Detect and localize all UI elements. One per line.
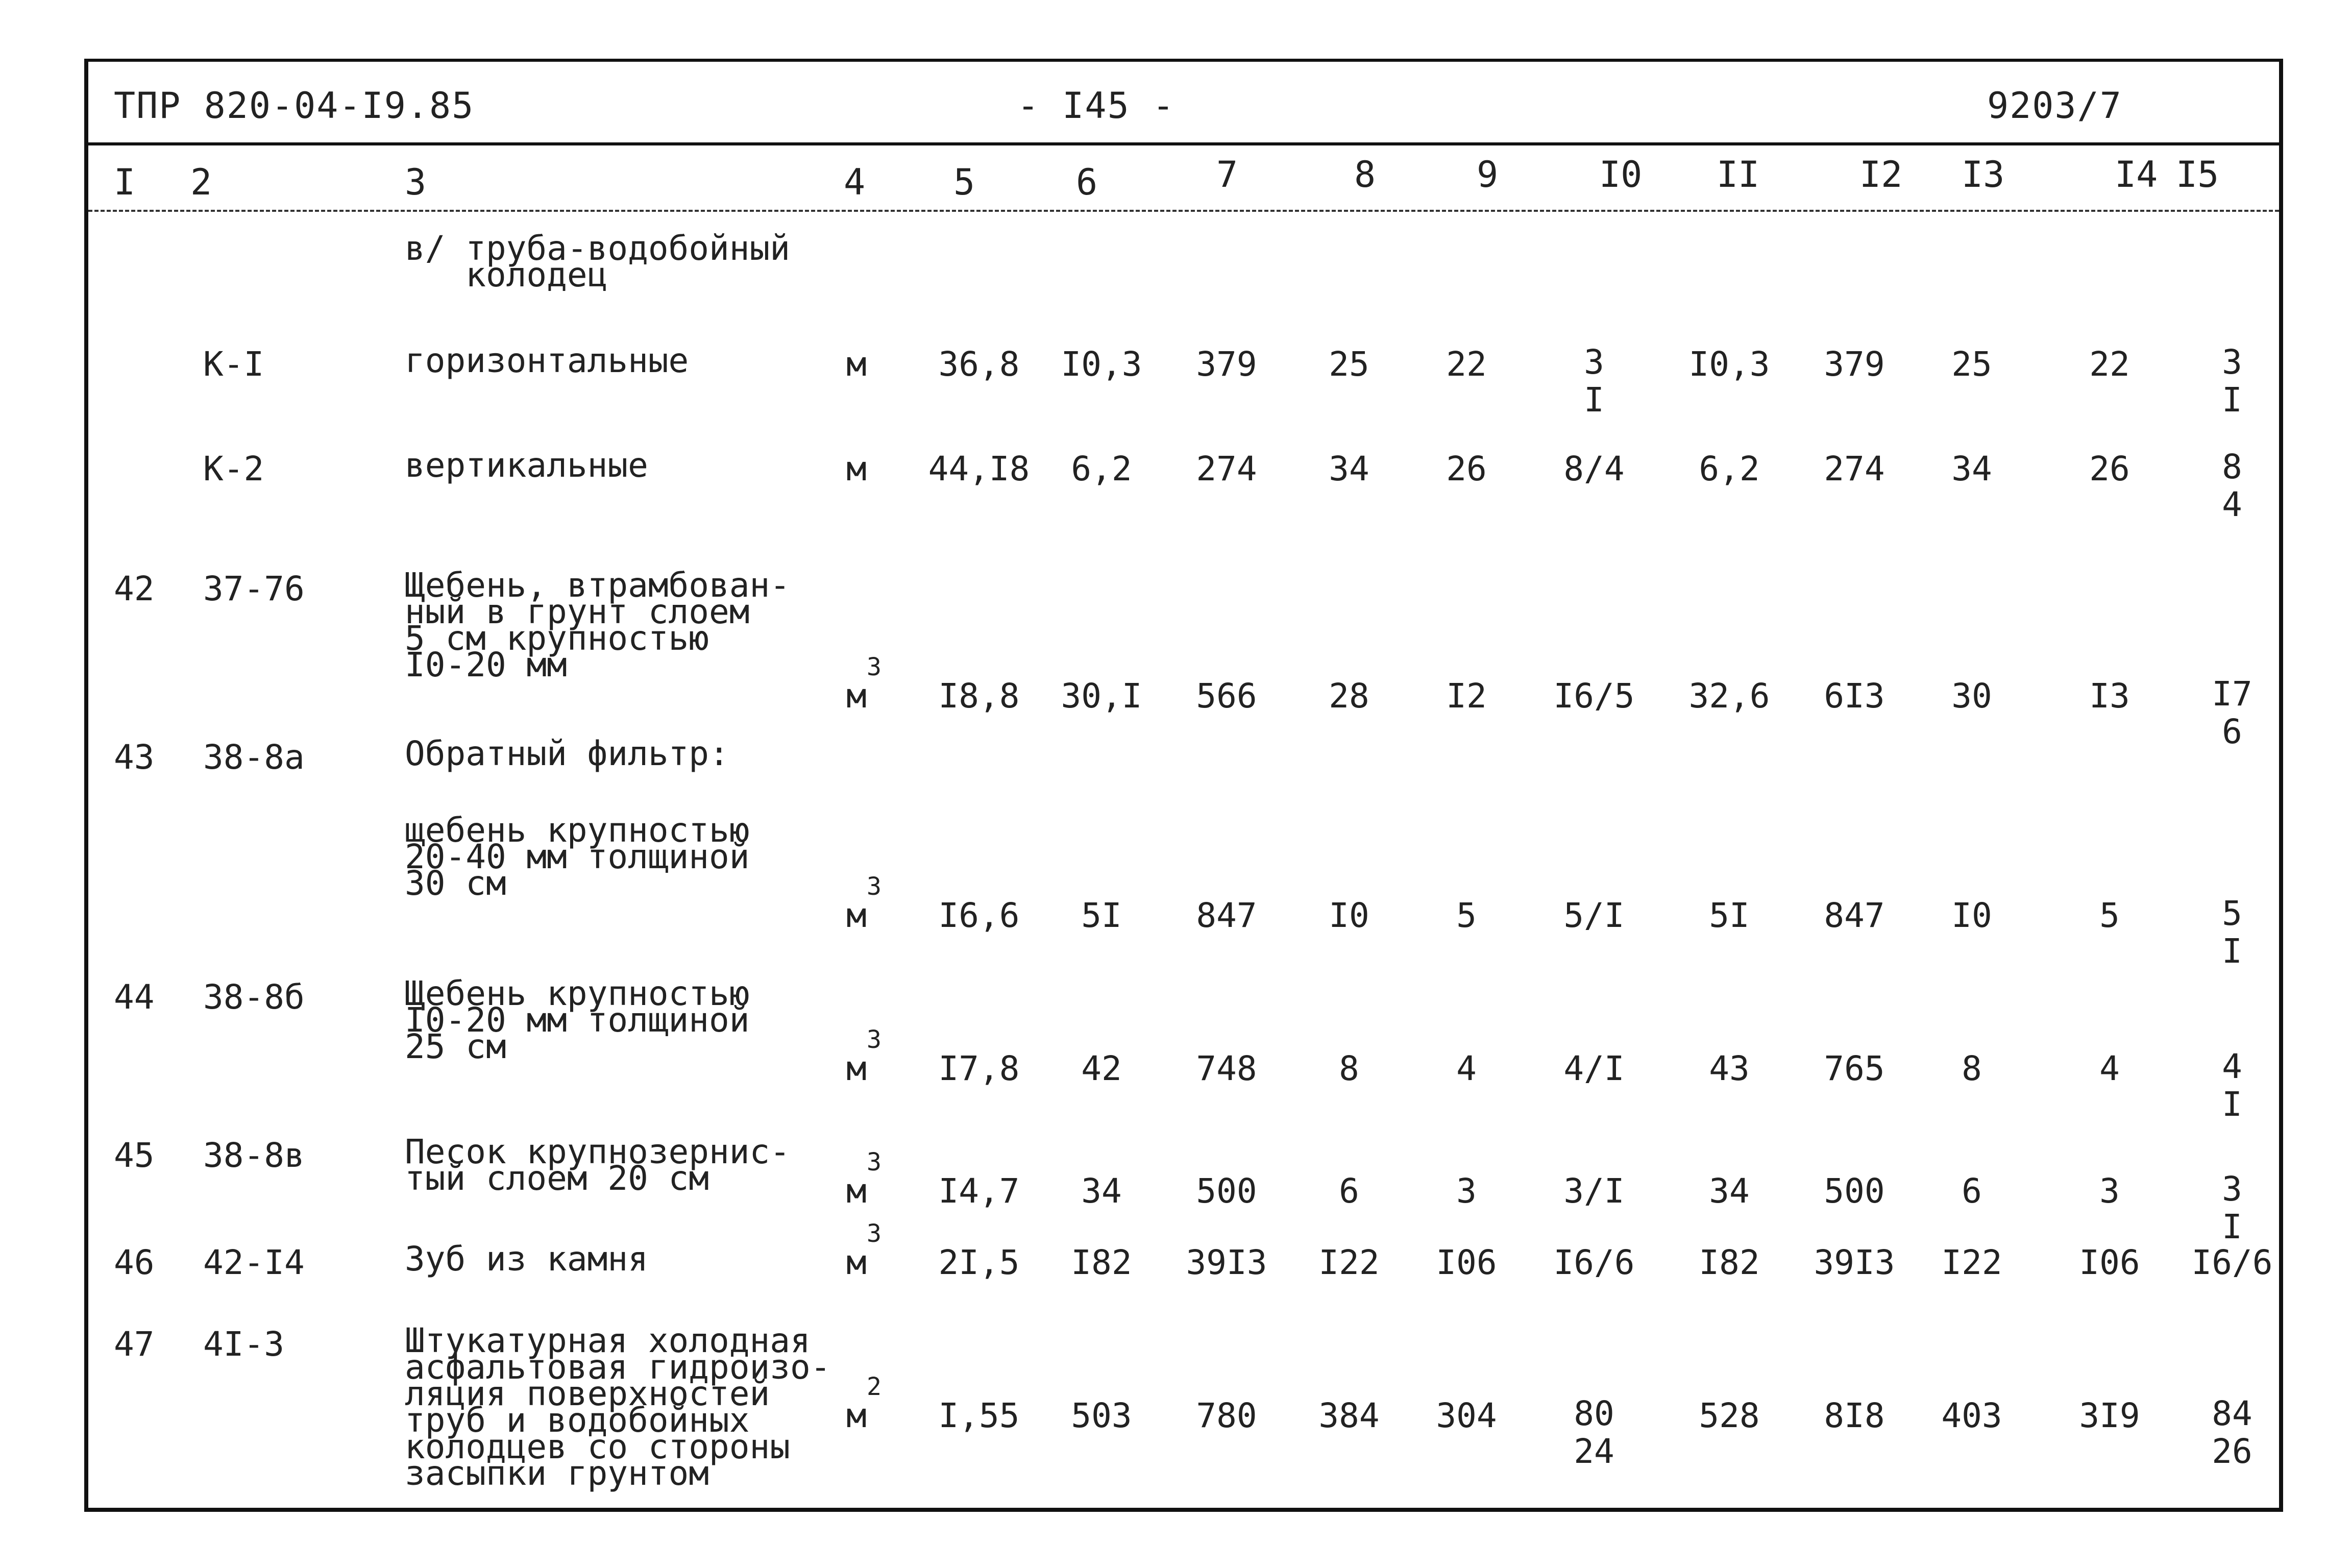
row-value-c13: 30 <box>1951 676 1992 716</box>
row-value-c8: I22 <box>1318 1243 1380 1282</box>
row-value-c5: 44,I8 <box>928 449 1030 488</box>
row-value-c9: 26 <box>1446 449 1487 488</box>
sheet-code: 9203/7 <box>1987 85 2122 127</box>
row-value-c12: 39I3 <box>1814 1243 1895 1282</box>
row-value-c12: 274 <box>1824 449 1885 488</box>
row-value-c11: I0,3 <box>1688 345 1770 384</box>
row-code: К-I <box>203 345 264 384</box>
row-value-c11: 32,6 <box>1688 676 1770 716</box>
row-number: 43 <box>114 738 155 777</box>
col-10-header: I0 <box>1599 154 1643 195</box>
row-value-c14: 3I9 <box>2079 1396 2140 1435</box>
col-2-header: 2 <box>190 161 212 203</box>
col-1-header: I <box>114 161 136 203</box>
row-value-c7: 274 <box>1196 449 1257 488</box>
row-value-c10: 8/4 <box>1563 449 1625 488</box>
table-sheet <box>84 59 2283 1512</box>
row-description: щебень крупностью 20-40 мм толщиной 30 см <box>405 811 750 903</box>
row-value-c8: 25 <box>1329 345 1369 384</box>
row-value-c5: I7,8 <box>938 1049 1020 1088</box>
row-value-c12: 379 <box>1824 345 1885 384</box>
row-value-c6: 34 <box>1081 1171 1122 1211</box>
row-description: вертикальные <box>405 446 648 485</box>
row-value-c9: I2 <box>1446 676 1487 716</box>
row-value-c14: 22 <box>2089 345 2130 384</box>
row-value-c5: 2I,5 <box>938 1243 1020 1282</box>
row-value-c7: 748 <box>1196 1049 1257 1088</box>
row-number: 44 <box>114 977 155 1017</box>
row-value-c9: 5 <box>1456 896 1477 935</box>
row-value-c7: 780 <box>1196 1396 1257 1435</box>
row-value-c11: 34 <box>1709 1171 1750 1211</box>
row-unit: м <box>846 1171 867 1211</box>
row-value-c15: 5 I <box>2222 894 2242 971</box>
row-description: в/ труба-водобойный колодец <box>405 229 790 295</box>
row-value-c7: 847 <box>1196 896 1257 935</box>
col-14-header: I4 <box>2115 154 2158 195</box>
col-8-header: 8 <box>1354 154 1376 195</box>
col-15-header: I5 <box>2176 154 2219 195</box>
row-unit-exponent: 3 <box>867 872 881 901</box>
row-value-c9: 3 <box>1456 1171 1477 1211</box>
row-value-c8: 34 <box>1329 449 1369 488</box>
row-value-c14: 3 <box>2099 1171 2120 1211</box>
row-value-c11: 6,2 <box>1699 449 1760 488</box>
row-value-c8: 8 <box>1339 1049 1359 1088</box>
row-number: 46 <box>114 1243 155 1282</box>
row-value-c15: 4 I <box>2222 1047 2242 1124</box>
row-code: 42-I4 <box>203 1243 305 1282</box>
row-number: 47 <box>114 1325 155 1364</box>
row-unit-exponent: 3 <box>867 653 881 681</box>
row-description: Зуб из камня <box>405 1239 648 1279</box>
row-description: Штукатурная холодная асфальтовая гидроизо- ляция поверхностей труб и водобойных колодцев со стороны засыпки грунтом <box>405 1321 831 1493</box>
row-unit-exponent: 3 <box>867 1148 881 1177</box>
row-value-c12: 500 <box>1824 1171 1885 1211</box>
row-value-c10: I6/6 <box>1553 1243 1635 1282</box>
header-divider <box>88 142 2279 145</box>
row-value-c7: 379 <box>1196 345 1257 384</box>
row-unit: м <box>846 1396 867 1435</box>
row-value-c5: 36,8 <box>938 345 1020 384</box>
row-code: 38-8а <box>203 738 305 777</box>
row-value-c10: 5/I <box>1563 896 1625 935</box>
row-value-c12: 847 <box>1824 896 1885 935</box>
row-value-c13: I22 <box>1941 1243 2002 1282</box>
row-value-c12: 6I3 <box>1824 676 1885 716</box>
row-unit: м <box>846 676 867 716</box>
row-value-c6: 42 <box>1081 1049 1122 1088</box>
row-description: горизонтальные <box>405 341 689 380</box>
row-value-c9: 4 <box>1456 1049 1477 1088</box>
row-value-c15: 3 I <box>2222 342 2242 420</box>
row-unit: м <box>846 449 867 488</box>
document-code: ТПР 820-04-I9.85 <box>114 85 475 127</box>
row-value-c7: 566 <box>1196 676 1257 716</box>
col-5-header: 5 <box>953 161 975 203</box>
row-value-c14: 5 <box>2099 896 2120 935</box>
row-value-c13: 34 <box>1951 449 1992 488</box>
row-value-c15: I7 6 <box>2212 674 2252 751</box>
row-value-c6: 6,2 <box>1071 449 1132 488</box>
row-code: 37-76 <box>203 569 305 608</box>
row-value-c11: 43 <box>1709 1049 1750 1088</box>
row-value-c10: 3 I <box>1584 342 1604 420</box>
row-unit: м <box>846 345 867 384</box>
row-value-c15: I6/6 <box>2191 1243 2273 1282</box>
row-value-c8: 384 <box>1318 1396 1380 1435</box>
page-number: - I45 - <box>1017 85 1176 127</box>
column-rule <box>88 210 2279 212</box>
row-value-c13: 6 <box>1962 1171 1982 1211</box>
row-value-c10: 80 24 <box>1574 1394 1614 1471</box>
row-unit: м <box>846 1049 867 1088</box>
row-value-c5: I,55 <box>938 1396 1020 1435</box>
row-value-c12: 765 <box>1824 1049 1885 1088</box>
row-unit-exponent: 2 <box>867 1373 881 1401</box>
row-value-c15: 3 I <box>2222 1169 2242 1246</box>
row-code: 38-8в <box>203 1136 305 1175</box>
row-unit: м <box>846 1243 867 1282</box>
col-12-header: I2 <box>1859 154 1903 195</box>
row-value-c15: 84 26 <box>2212 1394 2252 1471</box>
row-value-c6: I82 <box>1071 1243 1132 1282</box>
col-7-header: 7 <box>1216 154 1238 195</box>
row-value-c15: 8 4 <box>2222 447 2242 524</box>
row-value-c10: 3/I <box>1563 1171 1625 1211</box>
row-description: Песок крупнозернис- тый слоем 20 см <box>405 1132 790 1198</box>
row-unit-exponent: 3 <box>867 1025 881 1054</box>
row-description: Щебень, втрамбован- ный в грунт слоем 5 см крупностью I0-20 мм <box>405 566 790 684</box>
col-9-header: 9 <box>1477 154 1499 195</box>
row-value-c8: I0 <box>1329 896 1369 935</box>
row-unit: м <box>846 896 867 935</box>
row-number: 42 <box>114 569 155 608</box>
row-value-c11: I82 <box>1699 1243 1760 1282</box>
row-description: Обратный фильтр: <box>405 734 729 773</box>
row-value-c13: I0 <box>1951 896 1992 935</box>
row-value-c9: I06 <box>1436 1243 1497 1282</box>
row-value-c6: I0,3 <box>1061 345 1142 384</box>
row-code: 4I-3 <box>203 1325 284 1364</box>
row-value-c6: 5I <box>1081 896 1122 935</box>
row-value-c14: I06 <box>2079 1243 2140 1282</box>
row-value-c8: 6 <box>1339 1171 1359 1211</box>
row-value-c5: I8,8 <box>938 676 1020 716</box>
row-value-c11: 5I <box>1709 896 1750 935</box>
row-value-c13: 403 <box>1941 1396 2002 1435</box>
row-number: 45 <box>114 1136 155 1175</box>
row-value-c12: 8I8 <box>1824 1396 1885 1435</box>
row-description: Щебень крупностью I0-20 мм толщиной 25 см <box>405 974 750 1066</box>
row-value-c6: 30,I <box>1061 676 1142 716</box>
row-value-c9: 304 <box>1436 1396 1497 1435</box>
row-value-c9: 22 <box>1446 345 1487 384</box>
row-value-c10: I6/5 <box>1553 676 1635 716</box>
row-value-c13: 8 <box>1962 1049 1982 1088</box>
col-11-header: II <box>1717 154 1760 195</box>
row-unit-exponent: 3 <box>867 1219 881 1248</box>
col-3-header: 3 <box>405 161 427 203</box>
row-value-c6: 503 <box>1071 1396 1132 1435</box>
row-code: К-2 <box>203 449 264 488</box>
row-code: 38-8б <box>203 977 305 1017</box>
row-value-c13: 25 <box>1951 345 1992 384</box>
col-4-header: 4 <box>844 161 866 203</box>
row-value-c14: 26 <box>2089 449 2130 488</box>
col-6-header: 6 <box>1076 161 1098 203</box>
row-value-c14: I3 <box>2089 676 2130 716</box>
row-value-c5: I6,6 <box>938 896 1020 935</box>
row-value-c14: 4 <box>2099 1049 2120 1088</box>
row-value-c11: 528 <box>1699 1396 1760 1435</box>
row-value-c7: 500 <box>1196 1171 1257 1211</box>
row-value-c7: 39I3 <box>1186 1243 1267 1282</box>
row-value-c8: 28 <box>1329 676 1369 716</box>
row-value-c10: 4/I <box>1563 1049 1625 1088</box>
col-13-header: I3 <box>1962 154 2005 195</box>
row-value-c5: I4,7 <box>938 1171 1020 1211</box>
